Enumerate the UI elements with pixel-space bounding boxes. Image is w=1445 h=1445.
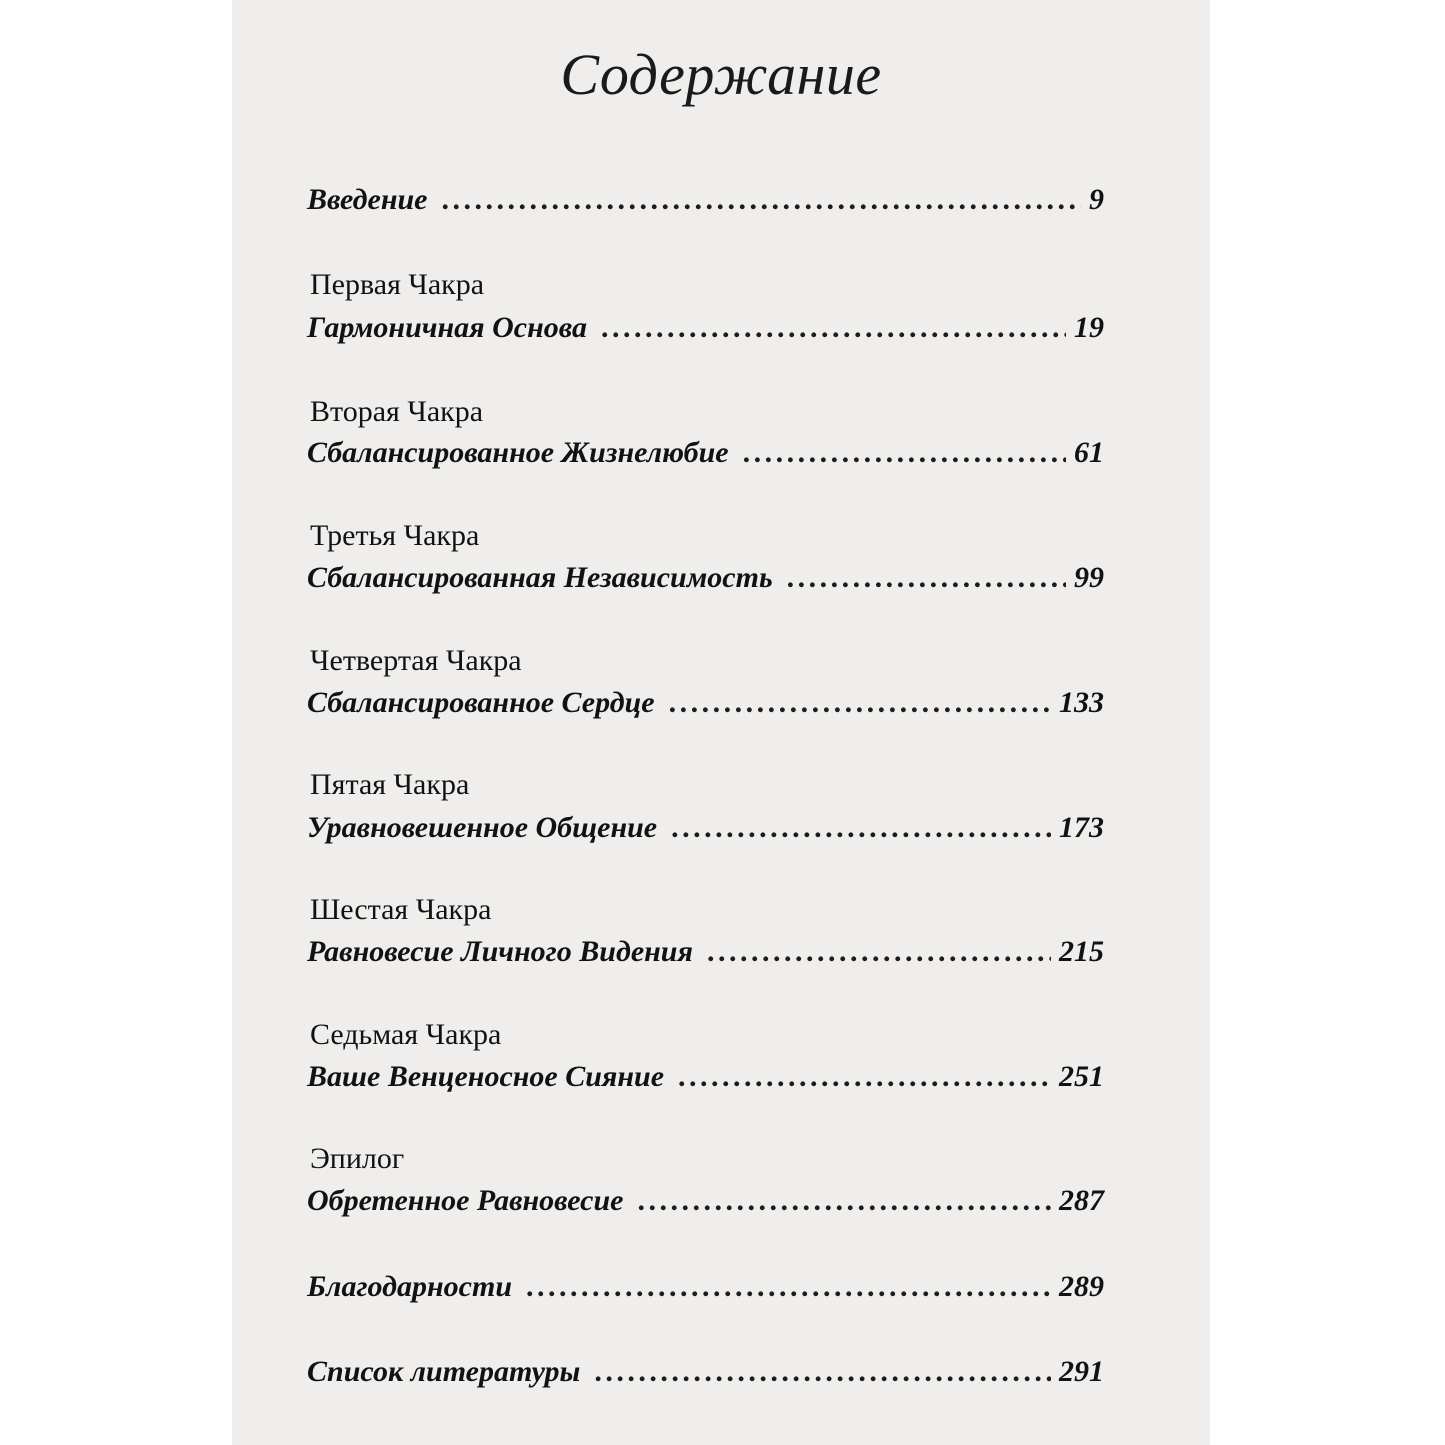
toc-part-label: Вторая Чакра	[310, 395, 484, 428]
toc-entry-title: Равновесие Личного Видения	[307, 935, 693, 968]
dot-leader	[707, 932, 1051, 972]
page-title: Содержание	[560, 42, 882, 107]
toc-part-label: Седьмая Чакра	[310, 1018, 502, 1051]
toc-entry	[307, 1267, 1104, 1307]
toc-entry-title: Уравновешенное Общение	[307, 811, 658, 844]
toc-entry	[307, 1352, 1104, 1392]
toc-entry	[307, 808, 1104, 848]
dot-leader	[678, 1057, 1051, 1097]
toc-entry-title: Ваше Венценосное Сияние	[307, 1060, 665, 1093]
toc-entry-title: Введение	[307, 183, 428, 216]
toc-entry-page: 287	[1059, 1184, 1104, 1217]
dot-leader	[637, 1181, 1051, 1221]
book-page	[232, 0, 1210, 1445]
toc-part-label: Эпилог	[310, 1142, 405, 1175]
toc-entry	[307, 180, 1104, 220]
toc-entry-title: Обретенное Равновесие	[307, 1184, 624, 1217]
dot-leader	[669, 683, 1051, 723]
toc-entry-page: 61	[1074, 436, 1104, 469]
dot-leader	[526, 1267, 1051, 1307]
toc-part-label: Шестая Чакра	[310, 893, 492, 926]
toc-entry-page: 215	[1059, 935, 1104, 968]
toc-part-label: Третья Чакра	[310, 519, 480, 552]
toc-entry-title: Гармоничная Основа	[307, 311, 587, 344]
dot-leader	[594, 1352, 1051, 1392]
toc-entry	[307, 308, 1104, 348]
dot-leader	[441, 180, 1081, 220]
dot-leader	[601, 308, 1066, 348]
dot-leader	[787, 558, 1066, 598]
toc-entry	[307, 932, 1104, 972]
toc-entry-title: Сбалансированное Жизнелюбие	[307, 436, 729, 469]
toc-entry	[307, 558, 1104, 598]
toc-entry	[307, 683, 1104, 723]
toc-part-label: Первая Чакра	[310, 268, 485, 301]
toc-entry-title: Сбалансированное Сердце	[307, 686, 655, 719]
toc-entry-page: 9	[1089, 183, 1104, 216]
toc-entry-page: 19	[1074, 311, 1104, 344]
toc-entry-title: Сбалансированная Независимость	[307, 561, 773, 594]
dot-leader	[743, 433, 1066, 473]
toc-entry-title: Список литературы	[307, 1355, 581, 1388]
toc-entry-page: 251	[1059, 1060, 1104, 1093]
toc-entry-page: 291	[1059, 1355, 1104, 1388]
toc-entry	[307, 1181, 1104, 1221]
toc-part-label: Пятая Чакра	[310, 768, 470, 801]
dot-leader	[671, 808, 1051, 848]
toc-entry	[307, 1057, 1104, 1097]
toc-part-label: Четвертая Чакра	[310, 644, 522, 677]
toc-entry-page: 99	[1074, 561, 1104, 594]
toc-entry-page: 289	[1059, 1270, 1104, 1303]
toc-entry-page: 173	[1059, 811, 1104, 844]
toc-entry-title: Благодарности	[307, 1270, 513, 1303]
toc-entry	[307, 433, 1104, 473]
toc-entry-page: 133	[1059, 686, 1104, 719]
